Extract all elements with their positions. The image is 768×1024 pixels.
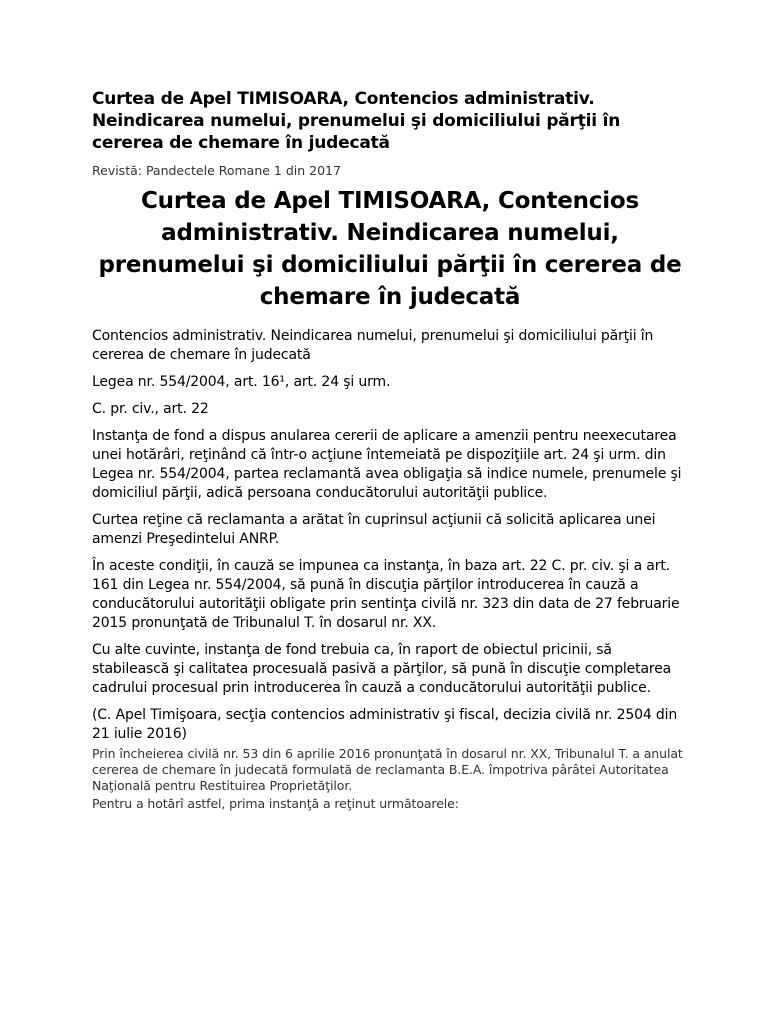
body-paragraph: Curtea reţine că reclamanta a arătat în cuprinsul acţiunii că solicită aplicarea unei amenzi Preşedintelui ANRP.: [92, 512, 656, 547]
article-title: Curtea de Apel TIMISOARA, Contencios administrativ. Neindicarea numelui, prenumelui şi domiciliului părţii în cererea de chemare în judecată: [98, 188, 682, 310]
body-paragraph: În aceste condiţii, în cauză se impunea ca instanţa, în baza art. 22 C. pr. civ. şi a art. 161 din Legea nr. 554/2004, să pună în discuţia părţilor introducerea în cauză a conducătorului autorităţii obligate prin sentinţa civilă nr. 323 din data de 27 februarie 2015 pronunţată de Tribunalul T. în dosarul nr. XX.: [92, 558, 680, 631]
legal-reference: C. pr. civ., art. 22: [92, 401, 209, 417]
body-paragraph: Instanţa de fond a dispus anularea cererii de aplicare a amenzii pentru neexecutarea unei hotărâri, reţinând că într-o acţiune întemeiată pe dispoziţiile art. 24 şi urm. din Legea nr. 554/2004, partea reclamantă avea obligaţia să indice numele, prenumele şi domiciliul părţii, adică persoana conducătorului autorităţii publice.: [92, 428, 682, 501]
document-page: [92, 88, 688, 812]
legal-reference: Legea nr. 554/2004, art. 16¹, art. 24 şi urm.: [92, 374, 391, 390]
summary-paragraph: Contencios administrativ. Neindicarea numelui, prenumelui şi domiciliului părţii în cererea de chemare în judecată: [92, 328, 654, 363]
body-paragraph: Cu alte cuvinte, instanţa de fond trebuia ca, în raport de obiectul pricinii, să stabilească şi calitatea procesuală pasivă a părţilor, să pună în discuţie completarea cadrului procesual prin introducerea în cauză a conducătorului autorităţii publice.: [92, 642, 672, 696]
court-citation: (C. Apel Timişoara, secţia contencios administrativ şi fiscal, decizia civilă nr. 2504 din 21 iulie 2016): [92, 707, 678, 742]
decision-text: Pentru a hotărî astfel, prima instanţă a reţinut următoarele:: [92, 796, 459, 811]
document-heading: Curtea de Apel TIMISOARA, Contencios administrativ. Neindicarea numelui, prenumelui şi domiciliului părţii în cererea de chemare în judecată: [92, 89, 621, 153]
decision-text: Prin încheierea civilă nr. 53 din 6 aprilie 2016 pronunţată în dosarul nr. XX, Tribunalul T. a anulat cererea de chemare în judecată formulată de reclamanta B.E.A. împotriva pârâtei Autoritatea Naţională pentru Restituirea Proprietăţilor.: [92, 746, 683, 793]
source-line: Revistă: Pandectele Romane 1 din 2017: [92, 163, 341, 178]
